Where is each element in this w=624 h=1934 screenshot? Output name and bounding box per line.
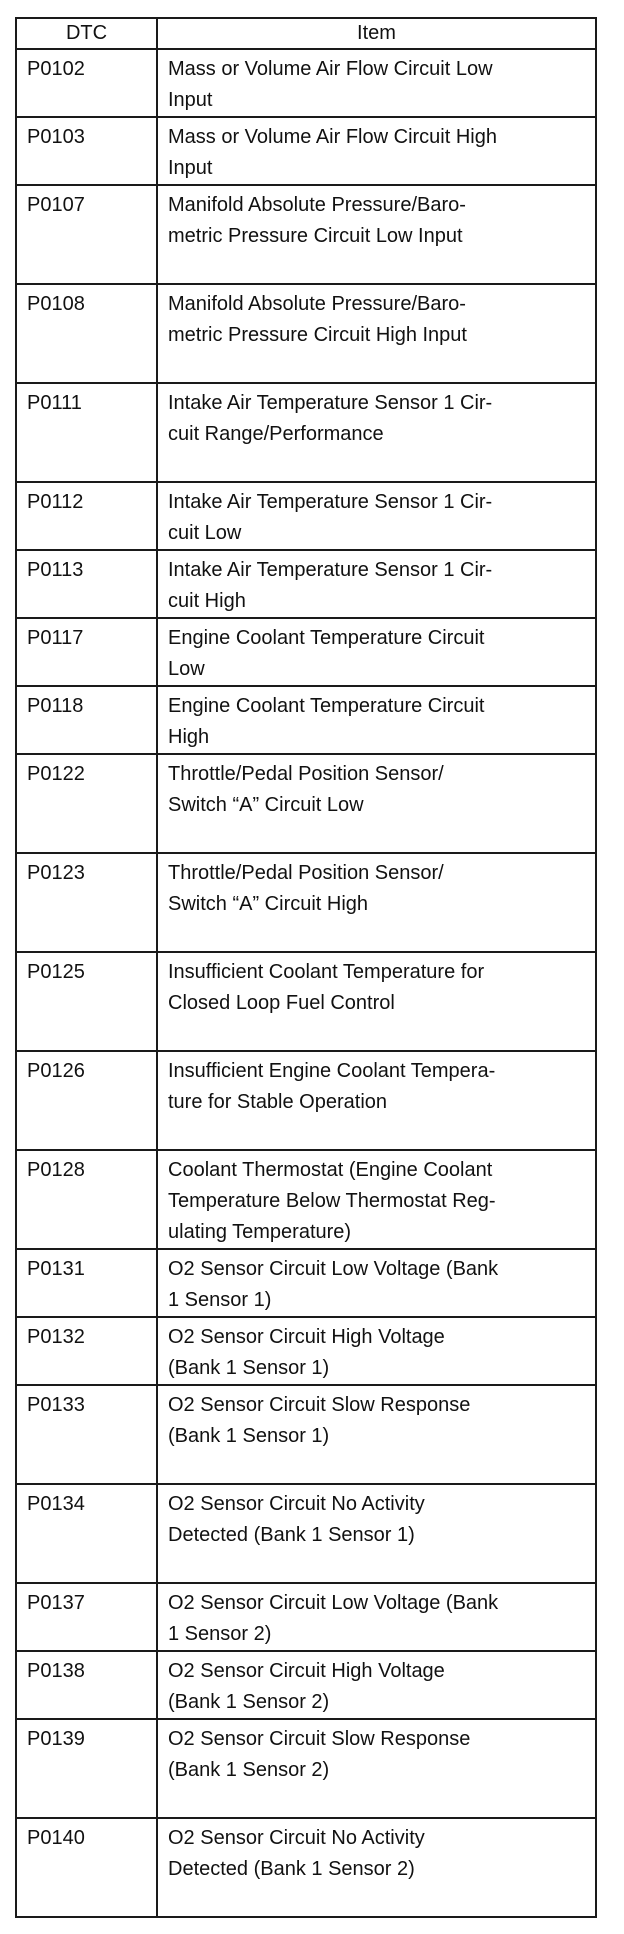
dtc-item: O2 Sensor Circuit Slow Response (Bank 1 Sensor 1) xyxy=(157,1385,596,1484)
dtc-code: P0133 xyxy=(16,1385,157,1484)
dtc-item: Mass or Volume Air Flow Circuit High Input xyxy=(157,117,596,185)
table-row xyxy=(16,1583,596,1651)
table-row xyxy=(16,1249,596,1317)
table-row xyxy=(16,1051,596,1150)
dtc-item: Intake Air Temperature Sensor 1 Cir- cuit Low xyxy=(157,482,596,550)
table-header-row xyxy=(16,18,596,49)
dtc-code: P0138 xyxy=(16,1651,157,1719)
dtc-code: P0103 xyxy=(16,117,157,185)
dtc-code: P0139 xyxy=(16,1719,157,1818)
table-row xyxy=(16,1150,596,1249)
dtc-item: O2 Sensor Circuit Slow Response (Bank 1 Sensor 2) xyxy=(157,1719,596,1818)
table-row xyxy=(16,117,596,185)
table-row xyxy=(16,1651,596,1719)
table-row xyxy=(16,49,596,117)
dtc-item: Insufficient Engine Coolant Tempera- ture for Stable Operation xyxy=(157,1051,596,1150)
dtc-item: Insufficient Coolant Temperature for Closed Loop Fuel Control xyxy=(157,952,596,1051)
table-row xyxy=(16,1818,596,1917)
dtc-item: Coolant Thermostat (Engine Coolant Temperature Below Thermostat Reg- ulating Temperature) xyxy=(157,1150,596,1249)
dtc-item: Manifold Absolute Pressure/Baro- metric Pressure Circuit Low Input xyxy=(157,185,596,284)
dtc-item: Intake Air Temperature Sensor 1 Cir- cuit High xyxy=(157,550,596,618)
dtc-item: Mass or Volume Air Flow Circuit Low Input xyxy=(157,49,596,117)
table-row xyxy=(16,952,596,1051)
table-row xyxy=(16,482,596,550)
table-row xyxy=(16,686,596,754)
table-row xyxy=(16,185,596,284)
dtc-code: P0137 xyxy=(16,1583,157,1651)
table-row xyxy=(16,1719,596,1818)
dtc-item: O2 Sensor Circuit High Voltage (Bank 1 Sensor 1) xyxy=(157,1317,596,1385)
table-row xyxy=(16,1484,596,1583)
dtc-code: P0107 xyxy=(16,185,157,284)
dtc-column-header: DTC xyxy=(16,18,157,49)
item-column-header: Item xyxy=(157,18,596,49)
dtc-code: P0140 xyxy=(16,1818,157,1917)
dtc-code: P0113 xyxy=(16,550,157,618)
dtc-code: P0123 xyxy=(16,853,157,952)
dtc-item: O2 Sensor Circuit Low Voltage (Bank 1 Sensor 2) xyxy=(157,1583,596,1651)
dtc-code: P0125 xyxy=(16,952,157,1051)
table-row xyxy=(16,754,596,853)
dtc-code: P0132 xyxy=(16,1317,157,1385)
table-row xyxy=(16,550,596,618)
dtc-item: Manifold Absolute Pressure/Baro- metric Pressure Circuit High Input xyxy=(157,284,596,383)
dtc-code: P0131 xyxy=(16,1249,157,1317)
table-row xyxy=(16,1385,596,1484)
dtc-code: P0111 xyxy=(16,383,157,482)
dtc-code: P0122 xyxy=(16,754,157,853)
table-row xyxy=(16,853,596,952)
dtc-item: O2 Sensor Circuit High Voltage (Bank 1 Sensor 2) xyxy=(157,1651,596,1719)
dtc-code: P0108 xyxy=(16,284,157,383)
dtc-code: P0102 xyxy=(16,49,157,117)
dtc-item: O2 Sensor Circuit No Activity Detected (Bank 1 Sensor 1) xyxy=(157,1484,596,1583)
dtc-item: Throttle/Pedal Position Sensor/ Switch “A” Circuit Low xyxy=(157,754,596,853)
table-row xyxy=(16,618,596,686)
dtc-item: Throttle/Pedal Position Sensor/ Switch “A” Circuit High xyxy=(157,853,596,952)
dtc-code: P0117 xyxy=(16,618,157,686)
dtc-item: Engine Coolant Temperature Circuit High xyxy=(157,686,596,754)
dtc-item: O2 Sensor Circuit Low Voltage (Bank 1 Sensor 1) xyxy=(157,1249,596,1317)
table-row xyxy=(16,1317,596,1385)
dtc-code: P0118 xyxy=(16,686,157,754)
dtc-item: Engine Coolant Temperature Circuit Low xyxy=(157,618,596,686)
dtc-table xyxy=(15,17,597,1918)
dtc-item: Intake Air Temperature Sensor 1 Cir- cuit Range/Performance xyxy=(157,383,596,482)
dtc-code: P0126 xyxy=(16,1051,157,1150)
dtc-code: P0112 xyxy=(16,482,157,550)
dtc-item: O2 Sensor Circuit No Activity Detected (Bank 1 Sensor 2) xyxy=(157,1818,596,1917)
table-row xyxy=(16,383,596,482)
table-row xyxy=(16,284,596,383)
dtc-code: P0128 xyxy=(16,1150,157,1249)
dtc-code: P0134 xyxy=(16,1484,157,1583)
